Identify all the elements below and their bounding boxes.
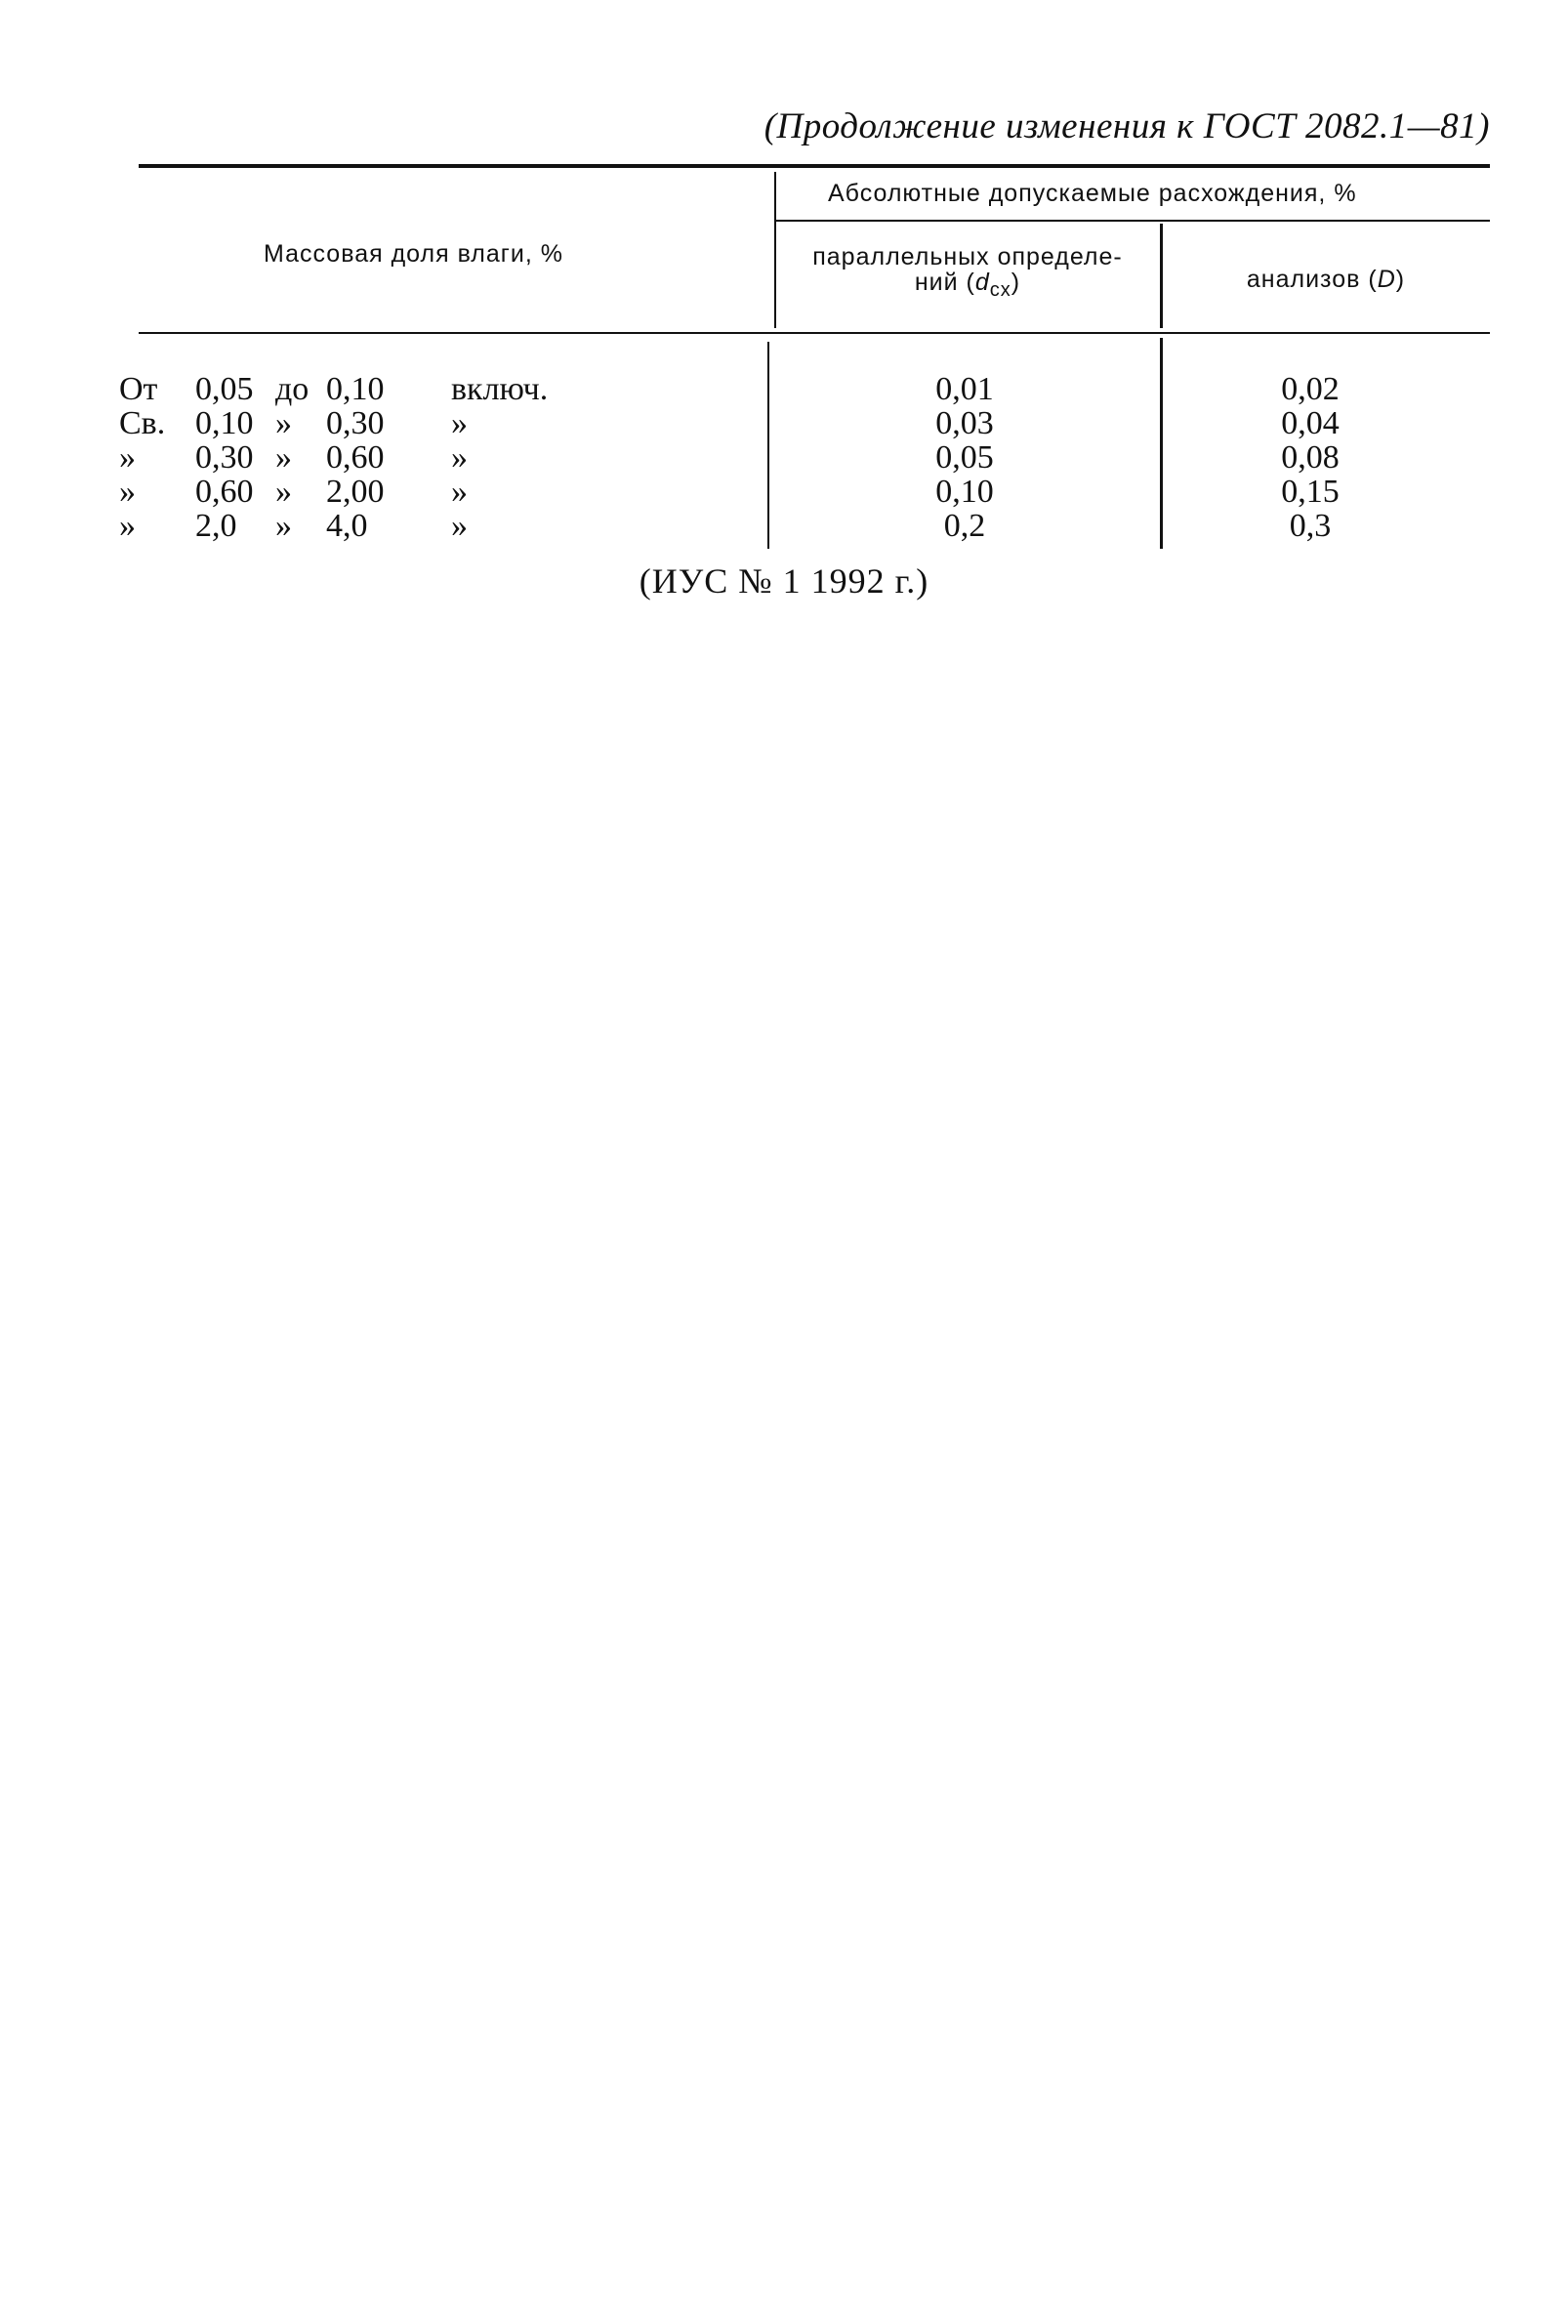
- cell-analysis: 0,3: [1289, 508, 1332, 544]
- cell-analysis: 0,08: [1281, 439, 1340, 476]
- range-prefix: »: [119, 508, 136, 544]
- range-to: 2,00: [326, 474, 385, 510]
- range-suffix: »: [451, 474, 468, 510]
- range-suffix: »: [451, 439, 468, 476]
- cell-parallel: 0,03: [935, 405, 994, 441]
- range-mid: до: [275, 371, 309, 407]
- range-to: 0,30: [326, 405, 385, 441]
- range-from: 0,60: [195, 474, 254, 510]
- range-prefix: От: [119, 371, 158, 407]
- cell-analysis: 0,15: [1281, 474, 1340, 510]
- column-header-moisture: Массовая доля влаги, %: [264, 240, 563, 268]
- table-row: [0, 405, 1568, 439]
- header-divider-1: [774, 172, 776, 328]
- table-row: [0, 474, 1568, 508]
- range-prefix: »: [119, 439, 136, 476]
- range-to: 0,10: [326, 371, 385, 407]
- cell-analysis: 0,02: [1281, 371, 1340, 407]
- range-suffix: »: [451, 508, 468, 544]
- column-header-analysis: анализов (D): [1246, 266, 1406, 293]
- column-header-parallel: параллельных определе- ний $(d_{сх})$: [812, 243, 1123, 301]
- cell-analysis: 0,04: [1281, 405, 1340, 441]
- range-mid: »: [275, 508, 292, 544]
- cell-parallel: 0,10: [935, 474, 994, 510]
- footnote-ius: (ИУС № 1 1992 г.): [639, 561, 929, 601]
- cell-parallel: 0,05: [935, 439, 994, 476]
- range-mid: »: [275, 405, 292, 441]
- range-from: 0,30: [195, 439, 254, 476]
- range-from: 0,05: [195, 371, 254, 407]
- range-mid: »: [275, 439, 292, 476]
- cell-parallel: 0,2: [943, 508, 986, 544]
- page-header-continuation: (Продолжение изменения к ГОСТ 2082.1—81): [763, 106, 1490, 146]
- table-row: [0, 508, 1568, 542]
- range-suffix: включ.: [451, 371, 549, 407]
- table-header-bottom-rule: [139, 332, 1490, 334]
- range-suffix: »: [451, 405, 468, 441]
- table-group-rule: [776, 220, 1490, 222]
- table-row: [0, 371, 1568, 405]
- table-top-rule: [139, 164, 1490, 168]
- table-body: [0, 371, 1568, 542]
- range-to: 4,0: [326, 508, 368, 544]
- range-from: 2,0: [195, 508, 237, 544]
- range-prefix: Св.: [119, 405, 166, 441]
- range-prefix: »: [119, 474, 136, 510]
- cell-parallel: 0,01: [935, 371, 994, 407]
- range-mid: »: [275, 474, 292, 510]
- range-from: 0,10: [195, 405, 254, 441]
- table-row: [0, 439, 1568, 474]
- range-to: 0,60: [326, 439, 385, 476]
- column-group-header-tolerances: Абсолютные допускаемые расхождения, %: [828, 180, 1357, 207]
